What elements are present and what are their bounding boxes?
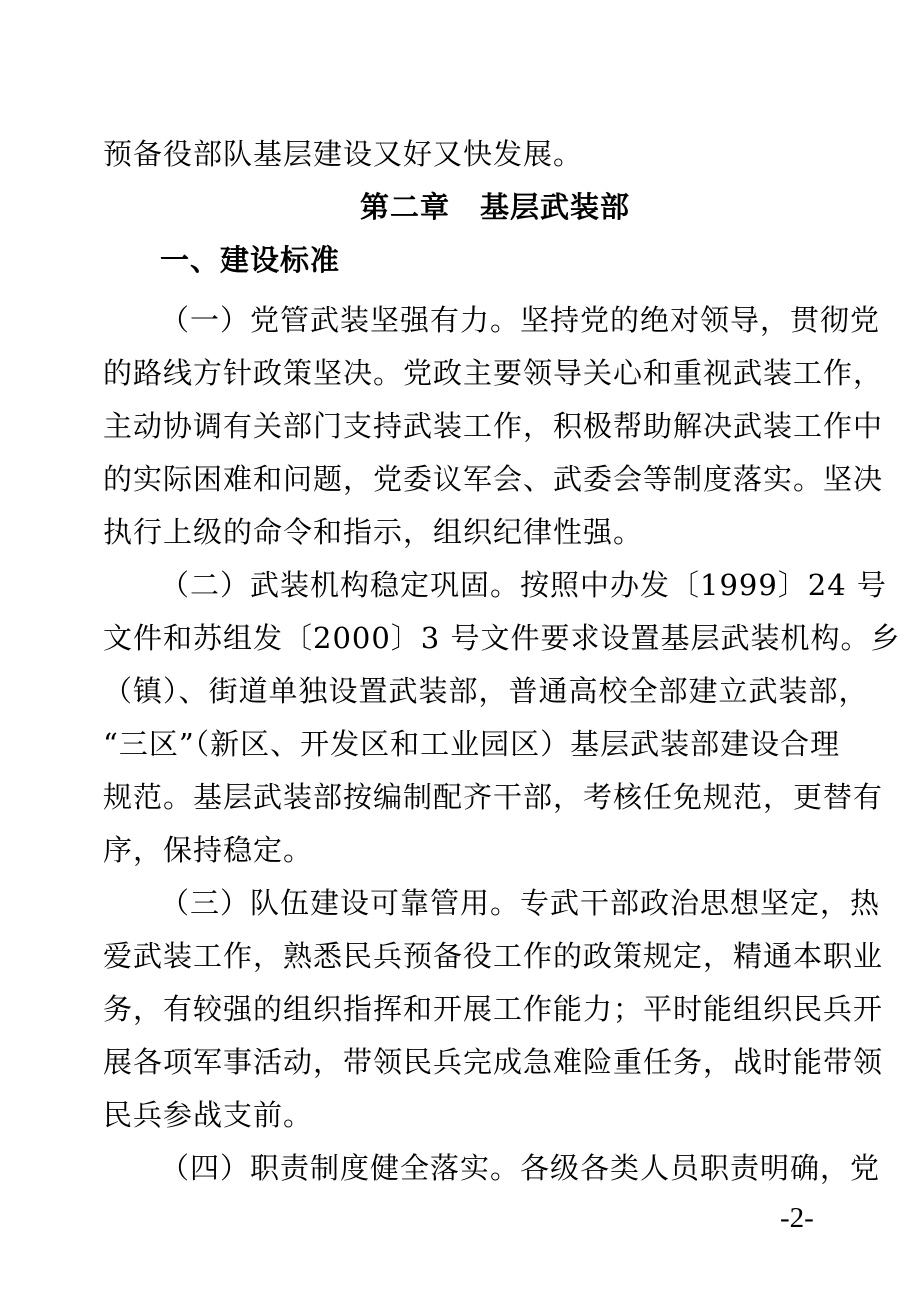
- paragraph-line: 展各项军事活动，带领民兵完成急难险重任务，战时能带领: [103, 1045, 884, 1079]
- page-number: -2-: [780, 1202, 814, 1234]
- paragraph-line: “三区”（新区、开发区和工业园区）基层武装部建设合理: [103, 727, 841, 761]
- paragraph-line: （一）党管武装坚强有力。坚持党的绝对领导，贯彻党: [160, 303, 881, 337]
- section-heading: 一、建设标准: [160, 243, 341, 277]
- paragraph-line: （镇）、街道单独设置武装部，普通高校全部建立武装部，: [103, 674, 869, 708]
- paragraph-line: 的路线方针政策坚决。党政主要领导关心和重视武装工作，: [103, 356, 884, 390]
- paragraph-line: 主动协调有关部门支持武装工作，积极帮助解决武装工作中: [103, 409, 884, 443]
- chapter-title: 第二章 基层武装部: [360, 190, 631, 224]
- paragraph-line: 序，保持稳定。: [103, 833, 314, 867]
- paragraph-line: 预备役部队基层建设又好又快发展。: [103, 137, 584, 171]
- paragraph-line: 文件和苏组发〔2000〕3 号文件要求设置基层武装机构。乡: [103, 621, 901, 655]
- paragraph-line: （二）武装机构稳定巩固。按照中办发〔1999〕24 号: [160, 568, 887, 602]
- paragraph-line: 规范。基层武装部按编制配齐干部，考核任免规范，更替有: [103, 780, 884, 814]
- paragraph-line: （三）队伍建设可靠管用。专武干部政治思想坚定，热: [160, 886, 881, 920]
- paragraph-line: 爱武装工作，熟悉民兵预备役工作的政策规定，精通本职业: [103, 939, 884, 973]
- paragraph-line: 的实际困难和问题，党委议军会、武委会等制度落实。坚决: [103, 462, 884, 496]
- paragraph-line: （四）职责制度健全落实。各级各类人员职责明确，党: [160, 1151, 881, 1185]
- paragraph-line: 务，有较强的组织指挥和开展工作能力；平时能组织民兵开: [103, 992, 884, 1026]
- paragraph-line: 民兵参战支前。: [103, 1098, 314, 1132]
- paragraph-line: 执行上级的命令和指示，组织纪律性强。: [103, 515, 644, 549]
